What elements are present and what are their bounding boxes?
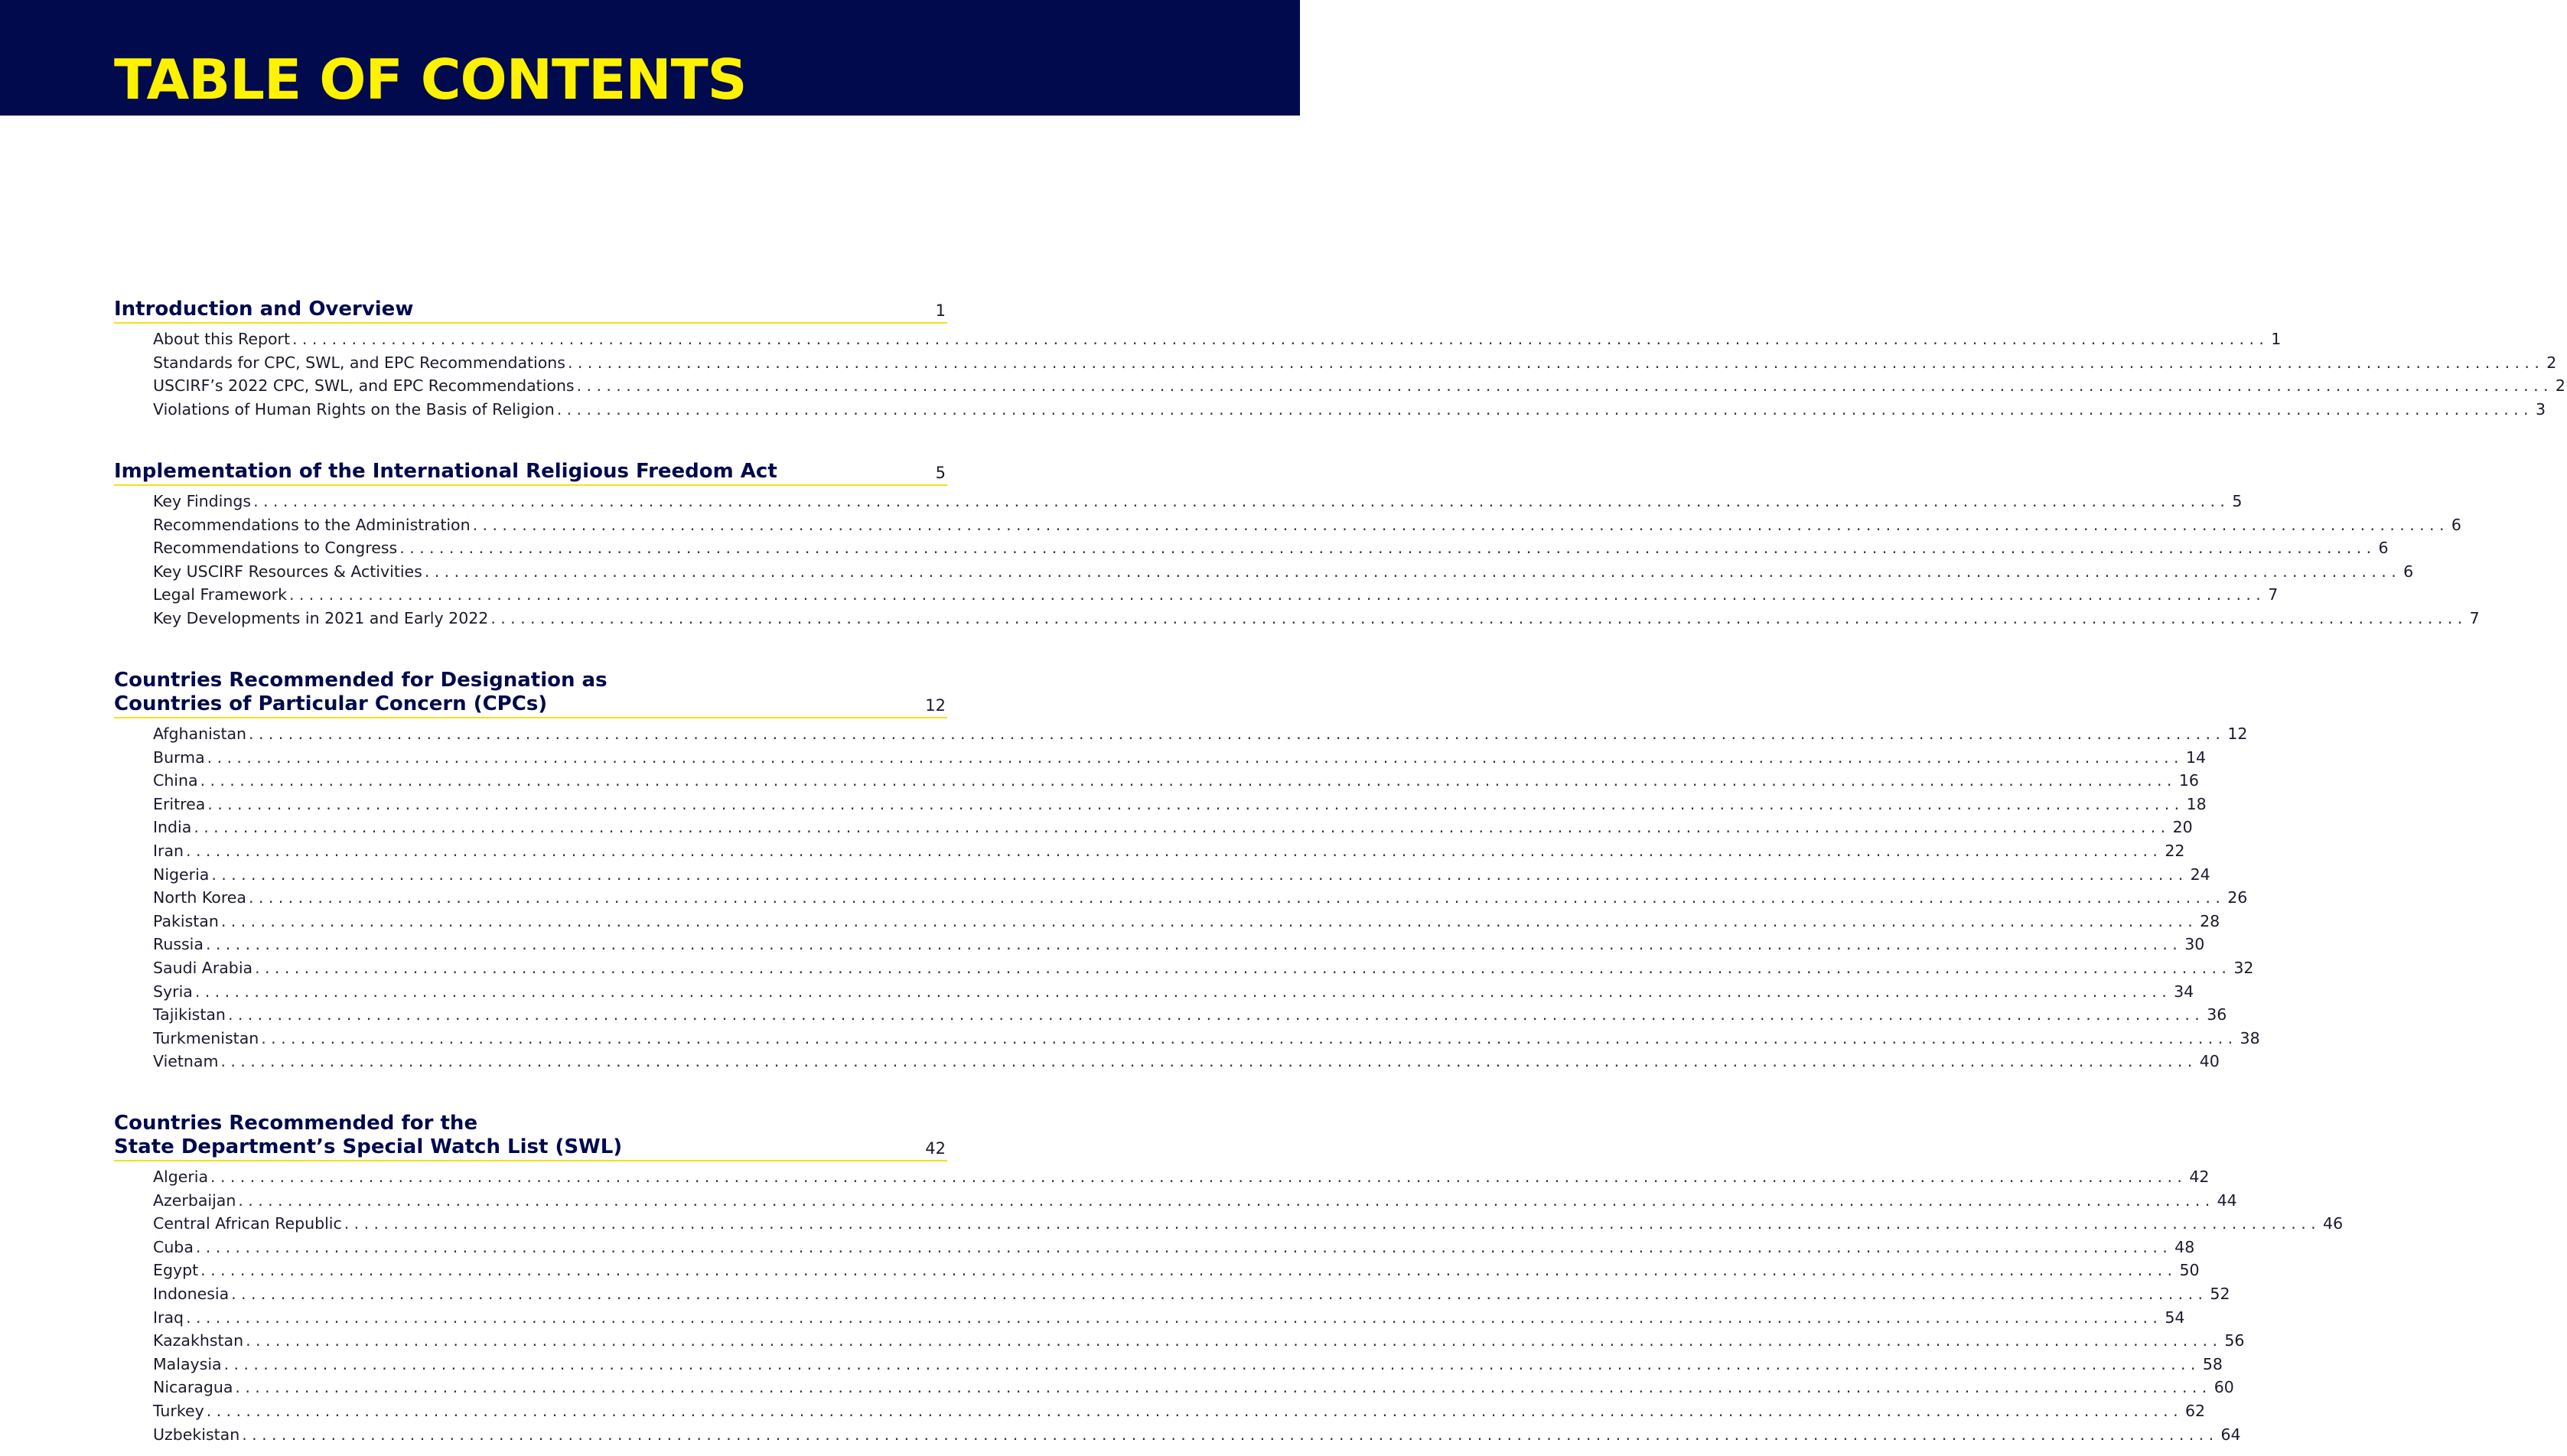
- entry-label: Russia: [153, 935, 204, 954]
- dot-leader: ........................................................................................................................................................................................................: [211, 865, 2188, 884]
- entry-label: Key Developments in 2021 and Early 2022: [153, 608, 489, 627]
- toc-entry[interactable]: [153, 725, 2248, 748]
- toc-entry[interactable]: [153, 1261, 2200, 1285]
- entry-page-number: 30: [2184, 935, 2205, 954]
- dot-leader: ........................................................................................................................................................................................................: [206, 1401, 2183, 1420]
- dot-leader: ........................................................................................................................................................................................................: [220, 911, 2198, 930]
- toc-entry[interactable]: [153, 865, 2210, 889]
- dot-leader: ........................................................................................................................................................................................................: [194, 982, 2172, 1001]
- dot-leader: ........................................................................................................................................................................................................: [567, 353, 2545, 372]
- entry-page-number: 2: [2546, 353, 2557, 372]
- toc-entry[interactable]: [153, 1401, 2206, 1425]
- section-page-number: 5: [935, 464, 946, 482]
- section-title-line: Countries Recommended for the: [114, 1112, 478, 1135]
- dot-leader: ........................................................................................................................................................................................................: [220, 1052, 2197, 1071]
- toc-entry[interactable]: [153, 1354, 2223, 1379]
- dot-leader: ........................................................................................................................................................................................................: [195, 1237, 2173, 1256]
- entry-page-number: 18: [2186, 794, 2207, 813]
- toc-entry[interactable]: [153, 982, 2194, 1006]
- section-title: [114, 1112, 947, 1160]
- entry-page-number: 2: [2555, 376, 2565, 396]
- toc-entry[interactable]: [153, 748, 2207, 772]
- section-heading[interactable]: [114, 460, 947, 486]
- entry-page-number: 6: [2378, 539, 2389, 558]
- entry-page-number: 54: [2165, 1308, 2185, 1327]
- dot-leader: ........................................................................................................................................................................................................: [223, 1354, 2201, 1373]
- toc-entry[interactable]: [153, 1191, 2237, 1215]
- toc-entry[interactable]: [153, 818, 2193, 842]
- entry-page-number: 3: [2535, 399, 2546, 419]
- entry-page-number: 44: [2217, 1191, 2237, 1210]
- page-title: TABLE OF CONTENTS: [114, 47, 747, 112]
- entry-label: India: [153, 818, 192, 837]
- entry-page-number: 46: [2323, 1214, 2344, 1233]
- entry-page-number: 32: [2233, 958, 2254, 977]
- dot-leader: ........................................................................................................................................................................................................: [207, 794, 2184, 813]
- entry-page-number: 42: [2189, 1168, 2210, 1186]
- entry-page-number: 7: [2469, 608, 2480, 627]
- section-title-line: Introduction and Overview: [114, 298, 414, 321]
- entry-label: Kazakhstan: [153, 1331, 244, 1350]
- entry-label: USCIRF’s 2022 CPC, SWL, and EPC Recommendations: [153, 376, 575, 396]
- entry-label: Recommendations to Congress: [153, 539, 398, 558]
- dot-leader: ........................................................................................................................................................................................................: [246, 1331, 2223, 1350]
- entry-label: Azerbaijan: [153, 1191, 236, 1210]
- toc-entry[interactable]: [153, 935, 2205, 959]
- entry-label: Turkmenistan: [153, 1028, 259, 1047]
- entry-label: Iraq: [153, 1308, 184, 1327]
- entry-page-number: 38: [2240, 1028, 2260, 1047]
- dot-leader: ........................................................................................................................................................................................................: [200, 1261, 2178, 1280]
- entry-label: North Korea: [153, 888, 246, 907]
- entry-label: Saudi Arabia: [153, 958, 253, 977]
- entry-list: [114, 1168, 2344, 1448]
- toc-entry[interactable]: [153, 1331, 2245, 1355]
- entry-label: Burma: [153, 748, 205, 767]
- entry-label: Indonesia: [153, 1284, 230, 1303]
- toc-section-cpc: [114, 669, 2260, 1076]
- dot-leader: ........................................................................................................................................................................................................: [255, 958, 2232, 977]
- entry-page-number: 48: [2174, 1237, 2195, 1256]
- dot-leader: ........................................................................................................................................................................................................: [231, 1284, 2208, 1303]
- dot-leader: ........................................................................................................................................................................................................: [248, 888, 2226, 907]
- toc-entry[interactable]: [153, 330, 2282, 353]
- entry-page-number: 40: [2199, 1052, 2220, 1071]
- entry-list: [114, 725, 2260, 1076]
- section-page-number: 42: [925, 1139, 946, 1158]
- toc-entry[interactable]: [153, 608, 2480, 633]
- dot-leader: ........................................................................................................................................................................................................: [576, 376, 2553, 396]
- toc-entry[interactable]: [153, 1378, 2234, 1402]
- section-page-number: 12: [925, 696, 946, 715]
- entry-label: Standards for CPC, SWL, and EPC Recommendations: [153, 353, 565, 372]
- section-title-line: Countries of Particular Concern (CPCs): [114, 692, 548, 715]
- section-title: [114, 298, 947, 322]
- toc-section-irfa: [114, 460, 2480, 633]
- section-heading[interactable]: [114, 298, 947, 324]
- section-title-line: Countries Recommended for Designation as: [114, 669, 608, 692]
- toc-entry[interactable]: [153, 888, 2248, 912]
- dot-leader: ........................................................................................................................................................................................................: [424, 562, 2402, 581]
- entry-label: Violations of Human Rights on the Basis of Religion: [153, 399, 555, 419]
- toc-entry[interactable]: [153, 376, 2565, 400]
- toc-entry[interactable]: [153, 1214, 2344, 1238]
- entry-page-number: 14: [2185, 748, 2207, 767]
- entry-page-number: 56: [2224, 1331, 2245, 1350]
- toc-entry[interactable]: [153, 399, 2546, 424]
- entry-label: China: [153, 771, 198, 790]
- section-title-line: State Department’s Special Watch List (SWL): [114, 1135, 623, 1158]
- entry-page-number: 36: [2207, 1005, 2227, 1024]
- dot-leader: ........................................................................................................................................................................................................: [210, 1168, 2187, 1186]
- entry-label: Uzbekistan: [153, 1425, 240, 1444]
- section-title: [114, 669, 947, 717]
- toc-entry[interactable]: [153, 958, 2254, 982]
- dot-leader: ........................................................................................................................................................................................................: [344, 1214, 2321, 1233]
- toc-entry[interactable]: [153, 1005, 2227, 1029]
- toc-entry[interactable]: [153, 353, 2557, 377]
- toc-entry[interactable]: [153, 1308, 2185, 1332]
- entry-page-number: 26: [2227, 888, 2248, 907]
- dot-leader: ........................................................................................................................................................................................................: [186, 1308, 2163, 1327]
- toc-entry[interactable]: [153, 492, 2243, 516]
- dot-leader: ........................................................................................................................................................................................................: [253, 492, 2230, 510]
- entry-label: Eritrea: [153, 794, 206, 813]
- entry-label: Pakistan: [153, 911, 219, 930]
- dot-leader: ........................................................................................................................................................................................................: [249, 725, 2226, 743]
- section-heading[interactable]: [114, 669, 947, 718]
- entry-page-number: 34: [2174, 982, 2194, 1001]
- entry-list: [114, 330, 2565, 423]
- entry-page-number: 60: [2214, 1378, 2234, 1397]
- dot-leader: ........................................................................................................................................................................................................: [490, 608, 2468, 627]
- entry-label: Turkey: [153, 1401, 204, 1420]
- toc-entry[interactable]: [153, 794, 2207, 819]
- dot-leader: ........................................................................................................................................................................................................: [556, 399, 2533, 419]
- dot-leader: ........................................................................................................................................................................................................: [242, 1425, 2219, 1444]
- section-title-line: Implementation of the International Religious Freedom Act: [114, 460, 777, 483]
- entry-label: Tajikistan: [153, 1005, 226, 1024]
- entry-page-number: 1: [2271, 330, 2282, 348]
- entry-page-number: 64: [2220, 1425, 2241, 1444]
- entry-label: About this Report: [153, 330, 291, 348]
- entry-page-number: 16: [2178, 771, 2199, 790]
- toc-entry[interactable]: [153, 911, 2220, 936]
- entry-label: Algeria: [153, 1168, 209, 1186]
- entry-page-number: 12: [2227, 725, 2248, 743]
- toc-entry[interactable]: [153, 771, 2199, 795]
- dot-leader: ........................................................................................................................................................................................................: [261, 1028, 2238, 1047]
- toc-entry[interactable]: [153, 515, 2461, 539]
- section-title: [114, 460, 947, 484]
- entry-page-number: 62: [2185, 1401, 2206, 1420]
- entry-page-number: 20: [2172, 818, 2193, 837]
- toc-entry[interactable]: [153, 1028, 2260, 1053]
- dot-leader: ........................................................................................................................................................................................................: [238, 1191, 2215, 1210]
- toc-entry[interactable]: [153, 1168, 2210, 1191]
- entry-label: Egypt: [153, 1261, 199, 1280]
- section-heading[interactable]: [114, 1112, 947, 1161]
- entry-page-number: 5: [2232, 492, 2243, 510]
- entry-page-number: 24: [2190, 865, 2210, 884]
- dot-leader: ........................................................................................................................................................................................................: [194, 818, 2171, 837]
- entry-label: Key USCIRF Resources & Activities: [153, 562, 422, 581]
- entry-page-number: 6: [2451, 515, 2461, 534]
- section-page-number: 1: [935, 301, 946, 320]
- entry-page-number: 52: [2210, 1284, 2230, 1303]
- dot-leader: ........................................................................................................................................................................................................: [399, 539, 2376, 558]
- toc-entry[interactable]: [153, 1284, 2230, 1308]
- toc-entry[interactable]: [153, 841, 2185, 865]
- entry-label: Afghanistan: [153, 725, 247, 743]
- entry-page-number: 6: [2403, 562, 2414, 581]
- toc-entry[interactable]: [153, 585, 2279, 609]
- entry-label: Nigeria: [153, 865, 210, 884]
- toc-entry[interactable]: [153, 539, 2389, 562]
- toc-section-swl: [114, 1112, 2344, 1448]
- entry-label: Malaysia: [153, 1354, 222, 1373]
- dot-leader: ........................................................................................................................................................................................................: [292, 330, 2269, 348]
- toc-entry[interactable]: [153, 1052, 2220, 1076]
- header-band: [0, 0, 1300, 116]
- dot-leader: ........................................................................................................................................................................................................: [207, 748, 2184, 767]
- entry-label: Central African Republic: [153, 1214, 342, 1233]
- entry-page-number: 50: [2179, 1261, 2200, 1280]
- toc-entry[interactable]: [153, 1425, 2241, 1449]
- entry-page-number: 58: [2202, 1354, 2223, 1373]
- dot-leader: ........................................................................................................................................................................................................: [200, 771, 2177, 790]
- entry-page-number: 22: [2165, 841, 2185, 860]
- entry-label: Syria: [153, 982, 193, 1001]
- dot-leader: ........................................................................................................................................................................................................: [186, 841, 2163, 860]
- dot-leader: ........................................................................................................................................................................................................: [288, 585, 2266, 604]
- toc-entry[interactable]: [153, 1237, 2195, 1262]
- dot-leader: ........................................................................................................................................................................................................: [235, 1378, 2212, 1397]
- entry-label: Iran: [153, 841, 184, 860]
- entry-label: Legal Framework: [153, 585, 287, 604]
- entry-label: Key Findings: [153, 492, 252, 510]
- toc-section-introduction: [114, 298, 2565, 423]
- dot-leader: ........................................................................................................................................................................................................: [205, 935, 2183, 954]
- entry-label: Nicaragua: [153, 1378, 233, 1397]
- entry-list: [114, 492, 2480, 633]
- entry-page-number: 28: [2200, 911, 2220, 930]
- dot-leader: ........................................................................................................................................................................................................: [472, 515, 2449, 534]
- toc-entry[interactable]: [153, 562, 2414, 586]
- entry-label: Recommendations to the Administration: [153, 515, 471, 534]
- entry-label: Vietnam: [153, 1052, 219, 1071]
- entry-label: Cuba: [153, 1237, 194, 1256]
- dot-leader: ........................................................................................................................................................................................................: [227, 1005, 2205, 1024]
- entry-page-number: 7: [2268, 585, 2279, 604]
